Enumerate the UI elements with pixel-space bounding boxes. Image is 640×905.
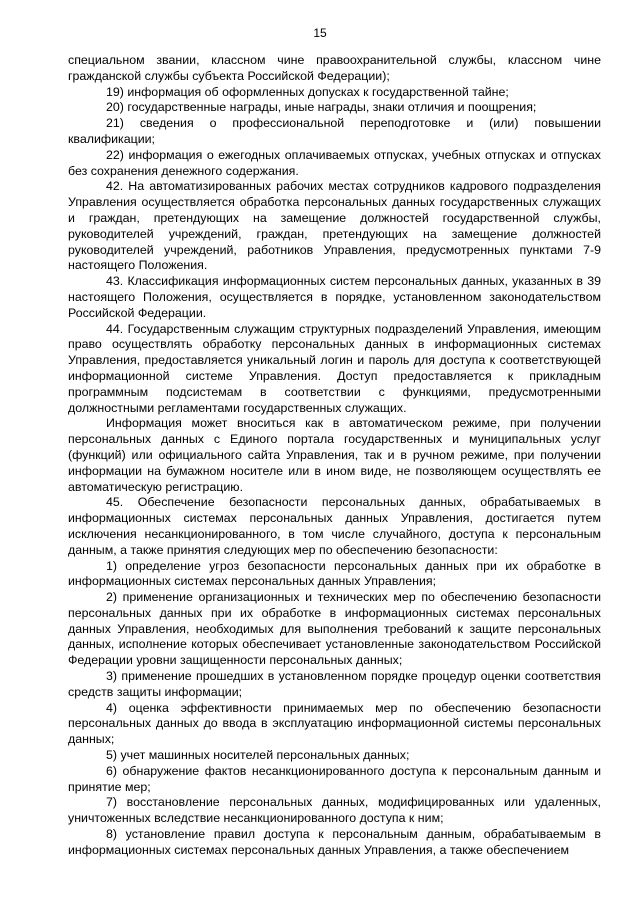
measure-item-2: 2) применение организационных и технических мер по обеспечению безопасности персональных данных при их обработке в информационных системах персональных данных Управления, необходимых для выполнения требований к защите персональных данных, исполнение которых обеспечивает установленные законодательством Российской Федерации уровни защищенности персональных данных; bbox=[68, 590, 601, 668]
list-item-22: 22) информация о ежегодных оплачиваемых отпусках, учебных отпусках и отпусках без сохранения денежного содержания. bbox=[68, 147, 601, 178]
paragraph-45: 45. Обеспечение безопасности персональных данных, обрабатываемых в информационных системах персональных данных Управления, достигается путем исключения несанкционированного, в том числе случайного, доступа к персональным данным, а также принятия следующих мер по обеспечению безопасности: bbox=[68, 495, 601, 557]
page-number: 15 bbox=[313, 26, 327, 40]
measure-item-8: 8) установление правил доступа к персональным данным, обрабатываемым в информационных системах персональных данных Управления, а также обеспечением bbox=[68, 827, 601, 857]
measure-item-1: 1) определение угроз безопасности персональных данных при их обработке в информационных системах персональных данных Управления; bbox=[68, 558, 601, 589]
list-item-19: 19) информация об оформленных допусках к государственной тайне; bbox=[106, 84, 509, 99]
paragraph-continuation: специальном звании, классном чине правоохранительной службы, классном чине гражданской службы субъекта Российской Федерации); bbox=[68, 53, 601, 83]
paragraph-44: 44. Государственным служащим структурных подразделений Управления, имеющим право осуществлять обработку персональных данных в информационных системах Управления, предоставляется уникальный логин и пароль для доступа к соответствующей информационной системе Управления. Доступ предоставляется к прикладным программным подсистемам в соответствии с функциями, предусмотренными должностными регламентами государственных служащих. bbox=[68, 321, 601, 415]
list-item-20: 20) государственные награды, иные награды, знаки отличия и поощрения; bbox=[106, 100, 537, 115]
paragraph-42: 42. На автоматизированных рабочих местах сотрудников кадрового подразделения Управления осуществляется обработка персональных данных государственных служащих и граждан, претендующих на замещение должностей государственной службы, руководителей учреждений, граждан, претендующих на замещение должностей руководителей учреждений, работников Управления, предусмотренных пунктами 7-9 настоящего Положения. bbox=[68, 179, 601, 273]
measure-item-6: 6) обнаружение фактов несанкционированного доступа к персональным данным и принятие мер; bbox=[68, 763, 601, 794]
measure-item-5: 5) учет машинных носителей персональных данных; bbox=[106, 748, 410, 763]
list-item-21: 21) сведения о профессиональной переподготовке и (или) повышении квалификации; bbox=[68, 116, 601, 146]
document-body bbox=[68, 53, 601, 859]
measure-item-4: 4) оценка эффективности принимаемых мер по обеспечению безопасности персональных данных до ввода в эксплуатацию информационной системы персональных данных; bbox=[68, 700, 601, 747]
measure-item-3: 3) применение прошедших в установленном порядке процедур оценки соответствия средств защиты информации; bbox=[68, 669, 601, 699]
measure-item-7: 7) восстановление персональных данных, модифицированных или удаленных, уничтоженных вследствие несанкционированного доступа к ним; bbox=[68, 795, 601, 826]
paragraph-43: 43. Классификация информационных систем персональных данных, указанных в 39 настоящего Положения, осуществляется в порядке, установленном законодательством Российской Федерации. bbox=[68, 274, 601, 320]
paragraph-information: Информация может вноситься как в автоматическом режиме, при получении персональных данных с Единого портала государственных и муниципальных услуг (функций) или официального сайта Управления, так и в ручном режиме, при получении информации на бумажном носителе или в ином виде, не позволяющем осуществлять ее автоматическую регистрацию. bbox=[68, 416, 601, 494]
